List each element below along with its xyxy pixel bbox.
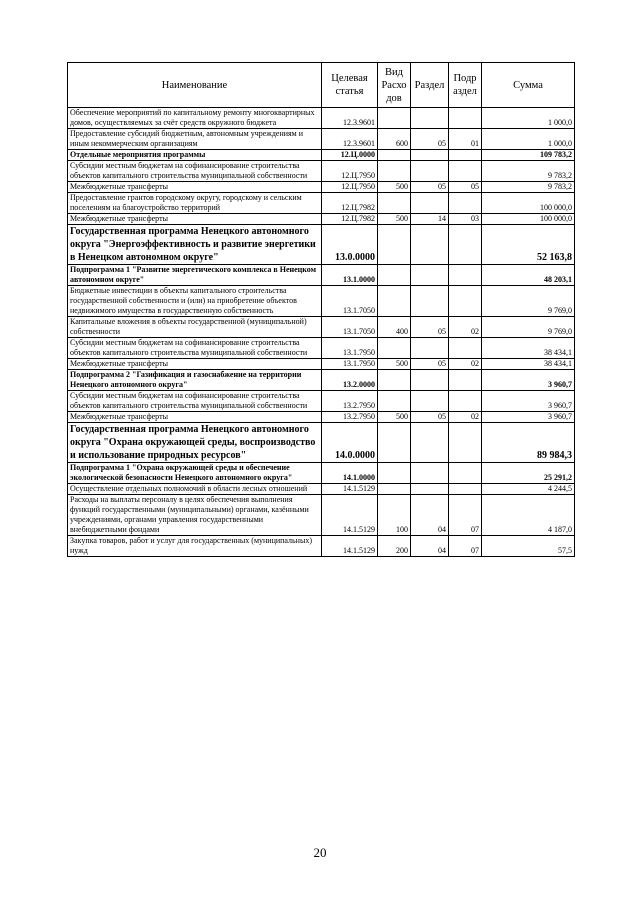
table-row bbox=[68, 412, 575, 423]
cell-section bbox=[411, 265, 449, 286]
cell-target: 12.3.9601 bbox=[322, 108, 378, 129]
cell-subsection: 05 bbox=[449, 182, 482, 193]
cell-name: Межбюджетные трансферты bbox=[68, 359, 322, 370]
cell-section: 05 bbox=[411, 182, 449, 193]
cell-kind: 400 bbox=[378, 317, 411, 338]
cell-target: 13.2.7950 bbox=[322, 391, 378, 412]
cell-name: Бюджетные инвестиции в объекты капитального строительства государственной собственности и (или) на приобретение объектов недвижимого имущества в государственную собственность bbox=[68, 286, 322, 317]
cell-subsection bbox=[449, 484, 482, 495]
header-sum: Сумма bbox=[482, 63, 575, 108]
cell-sum: 38 434,1 bbox=[482, 338, 575, 359]
cell-section: 14 bbox=[411, 214, 449, 225]
cell-target: 12.3.9601 bbox=[322, 129, 378, 150]
cell-section bbox=[411, 225, 449, 265]
cell-section bbox=[411, 484, 449, 495]
cell-section bbox=[411, 150, 449, 161]
cell-sum: 100 000,0 bbox=[482, 193, 575, 214]
cell-sum: 25 291,2 bbox=[482, 463, 575, 484]
cell-name: Государственная программа Ненецкого автономного округа "Охрана окружающей среды, воспроизводство и использование природных ресурсов" bbox=[68, 423, 322, 463]
cell-sum: 89 984,3 bbox=[482, 423, 575, 463]
cell-target: 14.1.5129 bbox=[322, 536, 378, 557]
table-row bbox=[68, 359, 575, 370]
cell-name: Отдельные мероприятия программы bbox=[68, 150, 322, 161]
cell-subsection bbox=[449, 225, 482, 265]
cell-subsection: 02 bbox=[449, 412, 482, 423]
budget-table bbox=[67, 62, 575, 557]
cell-name: Подпрограмма 2 "Газификация и газоснабжение на территории Ненецкого автономного округа" bbox=[68, 370, 322, 391]
cell-subsection bbox=[449, 463, 482, 484]
cell-kind bbox=[378, 484, 411, 495]
cell-kind bbox=[378, 161, 411, 182]
cell-target: 12.Ц.7982 bbox=[322, 214, 378, 225]
cell-target: 14.1.0000 bbox=[322, 463, 378, 484]
cell-sum: 3 960,7 bbox=[482, 370, 575, 391]
cell-sum: 9 769,0 bbox=[482, 286, 575, 317]
cell-target: 14.1.5129 bbox=[322, 484, 378, 495]
table-row bbox=[68, 286, 575, 317]
table-row bbox=[68, 423, 575, 463]
cell-section bbox=[411, 161, 449, 182]
cell-name: Расходы на выплаты персоналу в целях обеспечения выполнения функций государственными (муниципальными) органами, казёнными учреждениями, органами управления государственными внебюджетными фондами bbox=[68, 495, 322, 536]
cell-kind: 200 bbox=[378, 536, 411, 557]
header-subsection: Подр аздел bbox=[449, 63, 482, 108]
header-section: Раздел bbox=[411, 63, 449, 108]
cell-target: 13.1.7050 bbox=[322, 286, 378, 317]
cell-name: Государственная программа Ненецкого автономного округа "Энергоэффективность и развитие энергетики в Ненецком автономном округе" bbox=[68, 225, 322, 265]
cell-target: 13.2.7950 bbox=[322, 412, 378, 423]
cell-kind bbox=[378, 225, 411, 265]
cell-sum: 1 000,0 bbox=[482, 129, 575, 150]
table-row bbox=[68, 463, 575, 484]
cell-name: Предоставление субсидий бюджетным, автономным учреждениям и иным некоммерческим организациям bbox=[68, 129, 322, 150]
cell-target: 13.1.0000 bbox=[322, 265, 378, 286]
cell-sum: 48 203,1 bbox=[482, 265, 575, 286]
cell-kind bbox=[378, 286, 411, 317]
cell-subsection: 01 bbox=[449, 129, 482, 150]
cell-sum: 52 163,8 bbox=[482, 225, 575, 265]
table-row bbox=[68, 214, 575, 225]
cell-sum: 57,5 bbox=[482, 536, 575, 557]
cell-target: 13.1.7950 bbox=[322, 359, 378, 370]
cell-kind: 600 bbox=[378, 129, 411, 150]
table-row bbox=[68, 391, 575, 412]
cell-section bbox=[411, 370, 449, 391]
cell-section bbox=[411, 286, 449, 317]
cell-sum: 109 783,2 bbox=[482, 150, 575, 161]
cell-kind bbox=[378, 463, 411, 484]
cell-section bbox=[411, 423, 449, 463]
cell-kind bbox=[378, 391, 411, 412]
cell-sum: 100 000,0 bbox=[482, 214, 575, 225]
cell-sum: 4 244,5 bbox=[482, 484, 575, 495]
cell-kind: 500 bbox=[378, 412, 411, 423]
cell-name: Осуществление отдельных полномочий в области лесных отношений bbox=[68, 484, 322, 495]
cell-kind bbox=[378, 338, 411, 359]
cell-kind bbox=[378, 423, 411, 463]
cell-section bbox=[411, 391, 449, 412]
table-row bbox=[68, 108, 575, 129]
table-header-row bbox=[68, 63, 575, 108]
cell-subsection bbox=[449, 108, 482, 129]
cell-section bbox=[411, 463, 449, 484]
cell-section: 04 bbox=[411, 495, 449, 536]
cell-name: Подпрограмма 1 "Развитие энергетического комплекса в Ненецком автономном округе" bbox=[68, 265, 322, 286]
cell-subsection bbox=[449, 193, 482, 214]
cell-section: 05 bbox=[411, 317, 449, 338]
cell-subsection: 07 bbox=[449, 495, 482, 536]
cell-subsection bbox=[449, 423, 482, 463]
cell-target: 12.Ц.0000 bbox=[322, 150, 378, 161]
cell-target: 12.Ц.7982 bbox=[322, 193, 378, 214]
cell-section bbox=[411, 108, 449, 129]
cell-sum: 3 960,7 bbox=[482, 412, 575, 423]
cell-target: 13.1.7050 bbox=[322, 317, 378, 338]
table-row bbox=[68, 161, 575, 182]
table-row bbox=[68, 536, 575, 557]
cell-section: 04 bbox=[411, 536, 449, 557]
cell-subsection bbox=[449, 265, 482, 286]
cell-kind: 500 bbox=[378, 214, 411, 225]
table-row bbox=[68, 338, 575, 359]
cell-kind bbox=[378, 370, 411, 391]
cell-kind: 500 bbox=[378, 182, 411, 193]
cell-section: 05 bbox=[411, 412, 449, 423]
cell-subsection: 02 bbox=[449, 359, 482, 370]
cell-name: Обеспечение мероприятий по капитальному ремонту многоквартирных домов, осуществляемых за счёт средств окружного бюджета bbox=[68, 108, 322, 129]
table-body bbox=[68, 108, 575, 557]
cell-kind bbox=[378, 193, 411, 214]
table-row bbox=[68, 225, 575, 265]
cell-subsection bbox=[449, 391, 482, 412]
cell-kind: 500 bbox=[378, 359, 411, 370]
cell-name: Субсидии местным бюджетам на софинансирование строительства объектов капитального строительства муниципальной собственности bbox=[68, 391, 322, 412]
cell-section: 05 bbox=[411, 129, 449, 150]
cell-subsection: 07 bbox=[449, 536, 482, 557]
cell-subsection bbox=[449, 150, 482, 161]
cell-name: Субсидии местным бюджетам на софинансирование строительства объектов капитального строительства муниципальной собственности bbox=[68, 161, 322, 182]
header-kind: Вид Расхо дов bbox=[378, 63, 411, 108]
cell-sum: 38 434,1 bbox=[482, 359, 575, 370]
cell-target: 14.0.0000 bbox=[322, 423, 378, 463]
cell-name: Закупка товаров, работ и услуг для государственных (муниципальных) нужд bbox=[68, 536, 322, 557]
table-row bbox=[68, 317, 575, 338]
cell-section bbox=[411, 338, 449, 359]
cell-sum: 1 000,0 bbox=[482, 108, 575, 129]
header-name: Наименование bbox=[68, 63, 322, 108]
table-row bbox=[68, 265, 575, 286]
cell-name: Межбюджетные трансферты bbox=[68, 182, 322, 193]
cell-subsection bbox=[449, 286, 482, 317]
cell-target: 14.1.5129 bbox=[322, 495, 378, 536]
cell-kind bbox=[378, 150, 411, 161]
cell-target: 13.0.0000 bbox=[322, 225, 378, 265]
cell-name: Предоставление грантов городскому округу, городскому и сельским поселениям на благоустройство территорий bbox=[68, 193, 322, 214]
cell-kind: 100 bbox=[378, 495, 411, 536]
cell-subsection bbox=[449, 161, 482, 182]
cell-subsection bbox=[449, 370, 482, 391]
cell-kind bbox=[378, 108, 411, 129]
cell-name: Субсидии местным бюджетам на софинансирование строительства объектов капитального строительства муниципальной собственности bbox=[68, 338, 322, 359]
cell-subsection bbox=[449, 338, 482, 359]
cell-sum: 4 187,0 bbox=[482, 495, 575, 536]
table-row bbox=[68, 495, 575, 536]
table-row bbox=[68, 182, 575, 193]
cell-subsection: 02 bbox=[449, 317, 482, 338]
cell-kind bbox=[378, 265, 411, 286]
cell-target: 12.Ц.7950 bbox=[322, 161, 378, 182]
cell-sum: 9 783,2 bbox=[482, 161, 575, 182]
cell-sum: 9 783,2 bbox=[482, 182, 575, 193]
cell-name: Межбюджетные трансферты bbox=[68, 214, 322, 225]
table-row bbox=[68, 129, 575, 150]
cell-name: Межбюджетные трансферты bbox=[68, 412, 322, 423]
table-row bbox=[68, 193, 575, 214]
cell-target: 12.Ц.7950 bbox=[322, 182, 378, 193]
table-row bbox=[68, 150, 575, 161]
cell-name: Капитальные вложения в объекты государственной (муниципальной) собственности bbox=[68, 317, 322, 338]
cell-sum: 3 960,7 bbox=[482, 391, 575, 412]
cell-sum: 9 769,0 bbox=[482, 317, 575, 338]
page-number: 20 bbox=[313, 845, 327, 860]
cell-section: 05 bbox=[411, 359, 449, 370]
cell-name: Подпрограмма 1 "Охрана окружающей среды и обеспечение экологической безопасности Ненецкого автономного округа" bbox=[68, 463, 322, 484]
header-target: Целевая статья bbox=[322, 63, 378, 108]
cell-subsection: 03 bbox=[449, 214, 482, 225]
table-row bbox=[68, 370, 575, 391]
cell-target: 13.2.0000 bbox=[322, 370, 378, 391]
table-row bbox=[68, 484, 575, 495]
cell-section bbox=[411, 193, 449, 214]
cell-target: 13.1.7950 bbox=[322, 338, 378, 359]
